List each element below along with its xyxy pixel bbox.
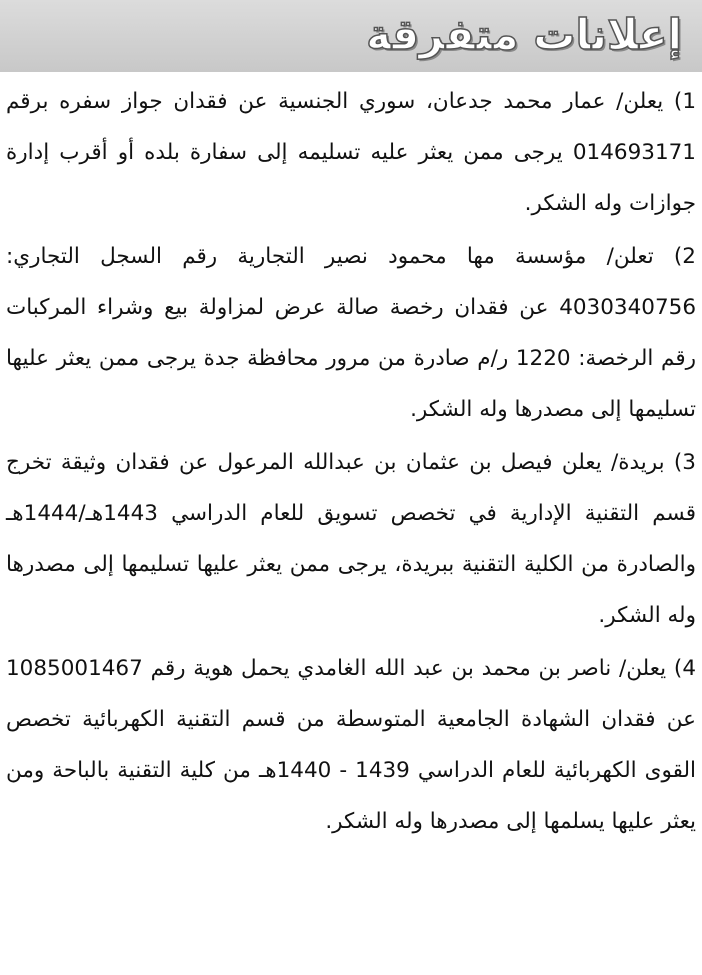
ad-number: 4) — [673, 656, 696, 681]
ads-list — [6, 76, 696, 847]
ad-text: يعلن/ ناصر بن محمد بن عبد الله الغامدي يحمل هوية رقم 1085001467 عن فقدان الشهادة الجامعية المتوسطة من قسم التقنية الكهربائية تخصص القوى الكهربائية للعام الدراسي 1439 - 1440هـ من كلية التقنية بالباحة ومن يعثر عليها يسلمها إلى مصدرها وله الشكر. — [6, 656, 696, 834]
ad-item-4 — [6, 643, 696, 847]
ad-text: تعلن/ مؤسسة مها محمود نصير التجارية رقم السجل التجاري: 4030340756 عن فقدان رخصة صالة عرض لمزاولة بيع وشراء المركبات رقم الرخصة: 1220 ر/م صادرة من مرور محافظة جدة يرجى ممن يعثر عليها تسليمها إلى مصدرها وله الشكر. — [6, 244, 696, 422]
ad-number: 2) — [673, 244, 696, 269]
ad-text: يعلن/ عمار محمد جدعان، سوري الجنسية عن فقدان جواز سفره برقم 014693171 يرجى ممن يعثر عليه تسليمه إلى سفارة بلده أو أقرب إدارة جوازات وله الشكر. — [6, 89, 696, 216]
ad-item-2 — [6, 231, 696, 435]
ad-item-1 — [6, 76, 696, 229]
ad-number: 1) — [673, 89, 696, 114]
section-title: إعلانات متفرقة — [366, 10, 682, 59]
ad-text: بريدة/ يعلن فيصل بن عثمان بن عبدالله المرعول عن فقدان وثيقة تخرج قسم التقنية الإدارية في تخصص تسويق للعام الدراسي 1443هـ/1444هـ والصادرة من الكلية التقنية ببريدة، يرجى ممن يعثر عليها تسليمها إلى مصدرها وله الشكر. — [6, 450, 696, 628]
ad-number: 3) — [673, 450, 696, 475]
section-header — [0, 0, 702, 72]
ad-item-3 — [6, 437, 696, 641]
